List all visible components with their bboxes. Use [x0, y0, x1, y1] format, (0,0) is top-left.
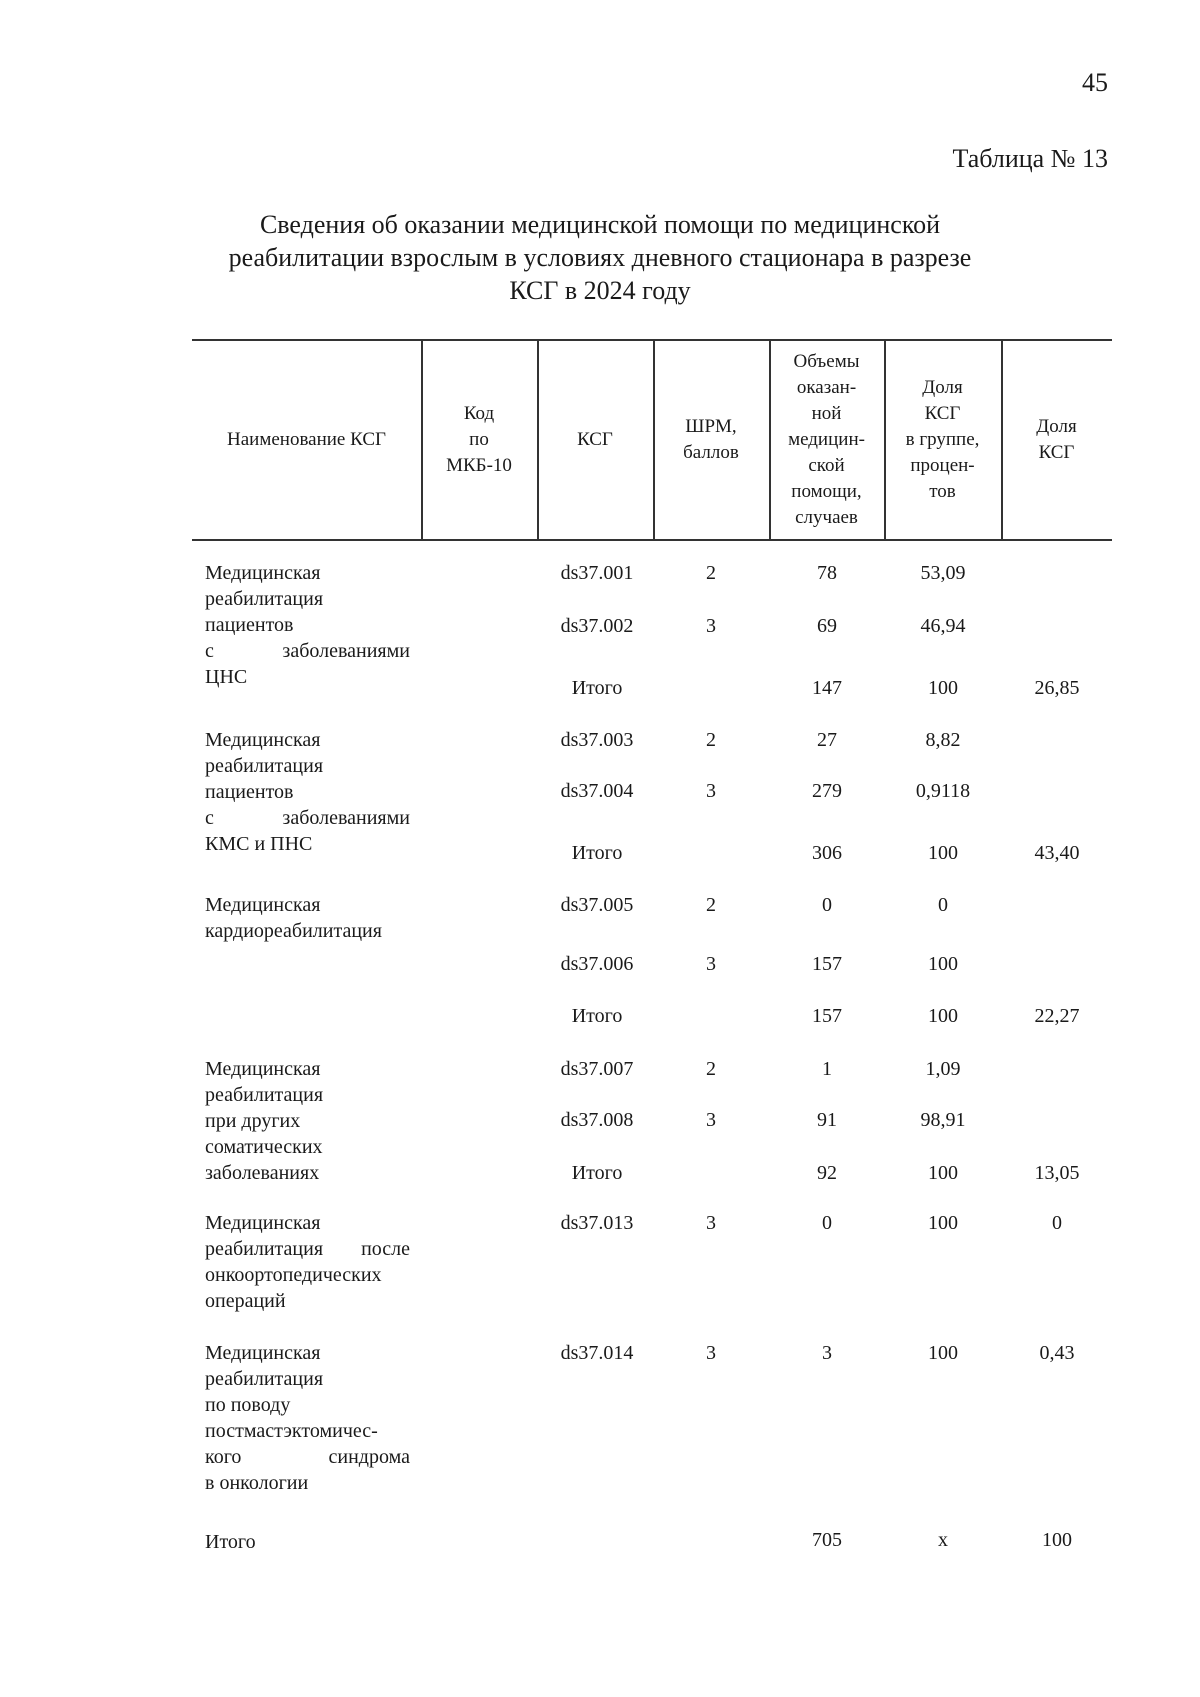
header-text: медицин-: [788, 429, 865, 450]
cell-volume: 91: [817, 1109, 837, 1131]
header-text: КСГ: [924, 403, 961, 424]
cell-shrm: 2: [706, 729, 716, 751]
group-name-line: постмастэктомичес-: [205, 1420, 378, 1442]
cell-volume: 3: [822, 1342, 832, 1364]
cell-share-group: 100: [928, 1162, 958, 1184]
cell-shrm: 2: [706, 562, 716, 584]
header-text: Объемы: [793, 351, 860, 372]
group-name-line: операций: [205, 1290, 286, 1312]
header-text: Код: [463, 403, 495, 424]
group-name-line: реабилитация после: [205, 1238, 410, 1260]
group-name-line: кардиореабилитация: [205, 920, 382, 942]
cell-volume: 157: [812, 953, 842, 975]
header-text: Доля: [1036, 416, 1077, 437]
cell-shrm: 2: [706, 894, 716, 916]
group-name-line: Медицинская: [205, 1342, 321, 1364]
table-header-bottom-rule: [192, 539, 1112, 541]
page-number: 45: [1082, 68, 1108, 97]
group-name-line: с заболеваниями: [205, 807, 410, 829]
cell-share-group: 100: [928, 677, 958, 699]
cell-share-group: 53,09: [920, 562, 966, 584]
header-text: ШРМ,: [685, 416, 737, 437]
header-text: МКБ-10: [446, 455, 512, 476]
cell-volume: 1: [822, 1058, 832, 1080]
group-name-line: в онкологии: [205, 1472, 309, 1494]
header-text: ской: [808, 455, 845, 476]
header-code: [421, 341, 537, 539]
cell-ksg: ds37.014: [560, 1342, 634, 1364]
cell-ksg: ds37.006: [560, 953, 634, 975]
cell-share: 22,27: [1034, 1005, 1080, 1027]
cell-share-group: 100: [928, 842, 958, 864]
ksg-group-name: [205, 1340, 410, 1496]
header-text: КСГ: [1038, 442, 1075, 463]
cell-share-group: 100: [928, 953, 958, 975]
header-volume: [769, 341, 884, 539]
total-label: Итого: [205, 1531, 256, 1553]
cell-volume: 147: [812, 677, 842, 699]
group-name-line: пациентов: [205, 614, 294, 636]
header-shrm: [653, 341, 769, 539]
cell-volume: 0: [822, 1212, 832, 1234]
cell-shrm: 3: [706, 615, 716, 637]
ksg-group-name: [205, 560, 410, 690]
cell-share-group: 98,91: [920, 1109, 966, 1131]
total-share: 100: [1042, 1529, 1072, 1551]
header-text: Доля: [922, 377, 963, 398]
header-share-group: [884, 341, 1001, 539]
header-text: по: [469, 429, 489, 450]
cell-volume: 69: [817, 615, 837, 637]
header-text: оказан-: [796, 377, 857, 398]
cell-ksg: Итого: [571, 1162, 623, 1184]
cell-share-group: 100: [928, 1212, 958, 1234]
group-name-line: заболеваниях: [205, 1162, 320, 1184]
cell-ksg: ds37.003: [560, 729, 634, 751]
cell-volume: 0: [822, 894, 832, 916]
header-share: [1001, 341, 1112, 539]
group-name-line: КМС и ПНС: [205, 833, 313, 855]
group-name-line: Медицинская: [205, 894, 321, 916]
header-text: в группе,: [905, 429, 980, 450]
title-line: КСГ в 2024 году: [509, 276, 691, 305]
cell-ksg: ds37.002: [560, 615, 634, 637]
header-text: помощи,: [791, 481, 862, 502]
ksg-group-name: [205, 727, 410, 857]
group-name-line: Медицинская: [205, 1058, 321, 1080]
header-text: случаев: [795, 507, 858, 528]
cell-volume: 78: [817, 562, 837, 584]
title-line: Сведения об оказании медицинской помощи по медицинской: [259, 210, 941, 239]
cell-shrm: 2: [706, 1058, 716, 1080]
group-name-line: с заболеваниями: [205, 640, 410, 662]
group-name-line: соматических: [205, 1136, 323, 1158]
cell-volume: 306: [812, 842, 842, 864]
cell-share: 43,40: [1034, 842, 1080, 864]
document-title: [160, 208, 1040, 307]
cell-volume: 279: [812, 780, 842, 802]
ksg-group-name: [205, 892, 410, 944]
header-text: баллов: [683, 442, 739, 463]
cell-share-group: 8,82: [925, 729, 961, 751]
group-name-line: реабилитация: [205, 1368, 324, 1390]
header-name: Наименование КСГ: [227, 429, 386, 450]
cell-ksg: ds37.008: [560, 1109, 634, 1131]
total-volume: 705: [812, 1529, 842, 1551]
group-name-line: ЦНС: [205, 666, 248, 688]
cell-ksg: ds37.005: [560, 894, 634, 916]
cell-shrm: 3: [706, 1212, 716, 1234]
cell-ksg: ds37.007: [560, 1058, 634, 1080]
group-name-line: Медицинская: [205, 562, 321, 584]
cell-share: 13,05: [1034, 1162, 1080, 1184]
group-name-line: по поводу: [205, 1394, 291, 1416]
cell-shrm: 3: [706, 780, 716, 802]
cell-share: 0,43: [1039, 1342, 1075, 1364]
group-name-line: при других: [205, 1110, 301, 1132]
header-text: процен-: [910, 455, 975, 476]
cell-ksg: ds37.013: [560, 1212, 634, 1234]
cell-share: 0: [1052, 1212, 1062, 1234]
cell-volume: 92: [817, 1162, 837, 1184]
header-ksg: КСГ: [577, 429, 613, 450]
group-name-line: пациентов: [205, 781, 294, 803]
cell-share-group: 46,94: [920, 615, 966, 637]
cell-ksg: ds37.001: [560, 562, 634, 584]
cell-share-group: 100: [928, 1005, 958, 1027]
cell-shrm: 3: [706, 1342, 716, 1364]
cell-ksg: ds37.004: [560, 780, 634, 802]
total-share-group: х: [938, 1529, 948, 1551]
cell-volume: 27: [817, 729, 837, 751]
cell-share-group: 100: [928, 1342, 958, 1364]
group-name-line: Медицинская: [205, 1212, 321, 1234]
group-name-line: реабилитация: [205, 1084, 324, 1106]
header-text: ной: [811, 403, 842, 424]
cell-volume: 157: [812, 1005, 842, 1027]
group-name-line: онкоортопедических: [205, 1264, 382, 1286]
cell-ksg: Итого: [571, 677, 623, 699]
cell-share-group: 0: [938, 894, 948, 916]
cell-shrm: 3: [706, 953, 716, 975]
cell-share: 26,85: [1034, 677, 1080, 699]
title-line: реабилитации взрослым в условиях дневного стационара в разрезе: [228, 243, 972, 272]
group-name-line: реабилитация: [205, 755, 324, 777]
group-name-line: реабилитация: [205, 588, 324, 610]
cell-share-group: 1,09: [925, 1058, 961, 1080]
cell-share-group: 0,9118: [915, 780, 971, 802]
header-text: тов: [929, 481, 956, 502]
cell-ksg: Итого: [571, 1005, 623, 1027]
cell-ksg: Итого: [571, 842, 623, 864]
ksg-group-name: [205, 1056, 410, 1186]
table-label: Таблица № 13: [952, 144, 1108, 173]
group-name-line: Медицинская: [205, 729, 321, 751]
group-name-line: кого синдрома: [205, 1446, 410, 1468]
cell-shrm: 3: [706, 1109, 716, 1131]
ksg-group-name: [205, 1210, 410, 1314]
